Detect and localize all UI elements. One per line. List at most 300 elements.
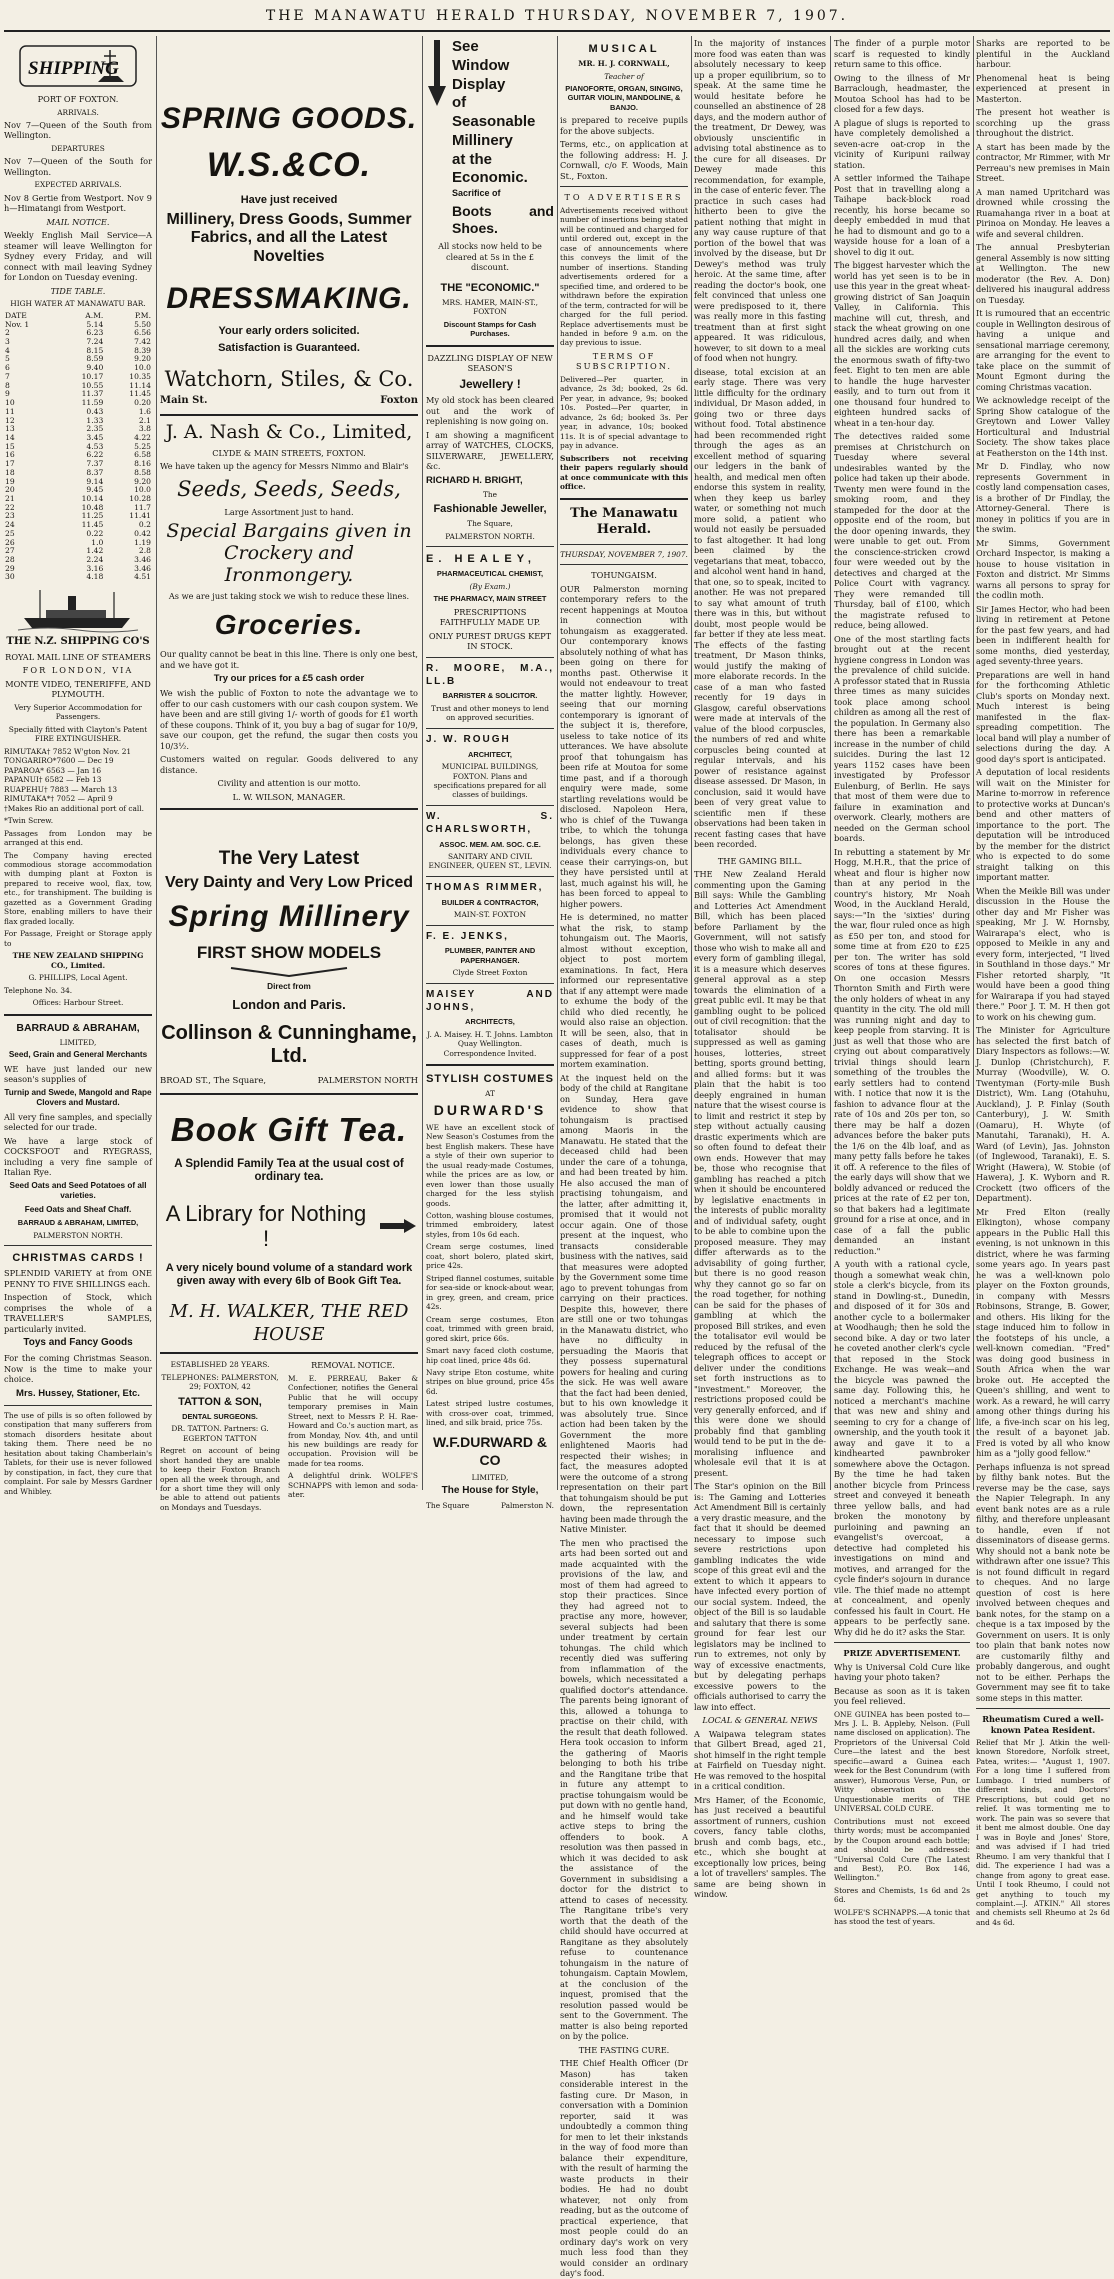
see-window-line: Millinery: [452, 131, 513, 149]
see-window-line: of: [452, 94, 467, 112]
departures-text: Nov 7—Queen of the South for Wellington.: [4, 156, 152, 177]
column-news: [834, 38, 970, 1927]
tide-cell: 8.15: [86, 345, 104, 355]
ws-orders: Your early orders solicited.: [218, 324, 360, 337]
herald-title: The Manawatu Herald.: [570, 505, 678, 538]
tide-cell: 8: [5, 380, 10, 390]
tide-cell: 11.45: [129, 389, 151, 399]
column-divider: [156, 36, 157, 1490]
business-card-name: F. E. JENKS,: [426, 930, 509, 942]
musical-teacher-name: MR. H. J. CORNWALL,: [578, 59, 670, 69]
business-card-name: MAISEY AND JOHNS,: [426, 988, 554, 1013]
professional-cards: [426, 657, 554, 1059]
business-card-name: R. MOORE, M.A., LL.B: [426, 662, 554, 687]
tide-row: [4, 321, 152, 330]
barraud-title: BARRAUD & ABRAHAM,: [16, 1021, 140, 1034]
tide-cell: 10.14: [81, 493, 104, 503]
walker-red-house: M. H. WALKER, THE RED HOUSE: [169, 1301, 409, 1346]
tide-cell: 10.48: [81, 502, 104, 512]
barraud-oats: Seed Oats and Seed Potatoes of all varieties.: [9, 1180, 147, 1201]
tide-cell: 5.50: [134, 319, 151, 329]
see-window-line: Window: [452, 56, 510, 74]
durward-town: Palmerston N.: [501, 1500, 554, 1510]
business-card: [426, 925, 554, 978]
column-herald: [560, 38, 688, 2279]
business-card-body: Clyde Street Foxton: [452, 968, 528, 978]
column-divider: [973, 36, 974, 1490]
tide-cell: 11: [5, 406, 15, 416]
column-shipping: [4, 38, 152, 1496]
jewellery-intro: DAZZLING DISPLAY OF NEW SEASON'S: [427, 352, 553, 374]
tide-row: [4, 539, 152, 548]
news-item: Preparations are well in hand for the forthcoming Athletic Club's sports on Monday next. Much interest is being manifested in the flax-spreading competition. The local band will play a number of selections during the day. A good day's sport is anticipated.: [976, 669, 1110, 764]
business-card: [426, 983, 554, 1058]
durward-at: AT: [485, 1089, 495, 1099]
durward-stylish: STYLISH COSTUMES: [426, 1073, 554, 1086]
christmas-title: CHRISTMAS CARDS !: [12, 1252, 144, 1265]
tide-cell: 11.25: [81, 511, 104, 521]
advertisers-body: Advertisements received without number of insertions being stated will be continued and charged for until ordered out, except in the case of announcements where this conveys the limit of the number of insertions. Standing advertisements ordered for a specified time, and ordered to be withdrawn before the expiration of the term, contracted for will be charged for the full period. Replace advertisements must be handed in before 9 a.m. on the day previous to issue.: [560, 205, 688, 348]
tide-row: [4, 521, 152, 530]
clearance-text: All stocks now held to be cleared at 5s in the £ discount.: [438, 241, 542, 273]
business-card-name: J. W. ROUGH: [426, 733, 511, 745]
business-card: [426, 876, 554, 920]
business-card-title: BUILDER & CONTRACTOR,: [441, 897, 539, 907]
removal-heading: REMOVAL NOTICE.: [311, 1360, 395, 1371]
tide-row: [4, 530, 152, 539]
ws-satisfaction: Satisfaction is Guaranteed.: [218, 341, 360, 354]
tide-cell: 0.43: [86, 406, 104, 416]
discount-stamps: Discount Stamps for Cash Purchases.: [443, 319, 537, 339]
news-item: Mr Simms, Government Orchard Inspector, is making a house to house visitation in Foxton and district. Mr Simms warns all persons to spray for the codlin moth.: [976, 537, 1110, 600]
tide-cell: 8.59: [86, 354, 104, 364]
book-gift-tea-heading: Book Gift Tea.: [170, 1111, 408, 1149]
sailing-row: PAPANUI† 6582 — Feb 13: [4, 775, 102, 785]
barraud-oats2: Feed Oats and Sheaf Chaff.: [24, 1204, 132, 1214]
subscribers-notice: Subscribers not receiving their papers regularly should at once communicate with this office.: [560, 453, 688, 492]
nzshipping-office: Offices: Harbour Street.: [32, 998, 124, 1008]
hussey-heading: Mrs. Hussey, Stationer, Etc.: [16, 1387, 140, 1399]
tide-cell: 5.14: [86, 319, 104, 329]
tide-cell: 0.22: [86, 528, 104, 538]
tide-cell: 20: [5, 485, 15, 495]
nzshipping-company: THE NEW ZEALAND SHIPPING CO., Limited.: [12, 951, 144, 970]
tide-cell: 23: [5, 511, 15, 521]
durward-item: Cotton, washing blouse costumes, trimmed embroidery, latest styles, from 10s 6d each.: [426, 1210, 554, 1239]
spring-goods-heading: SPRING GOODS.: [160, 102, 418, 135]
sailing-row: RIMUTAKA† 7852 W'gton Nov. 21: [4, 746, 132, 756]
sailing-row: TONGARIRO*7600 — Dec 19: [4, 756, 114, 766]
news-item: One of the most startling facts brought out at the recent hygiene congress in London was the prevalence of child suicide. A professor stated that in Russia three times as many suicides took place among school children as among all the rest of the population. In Germany also there has been a remarkable increase in the number of child suicides. During the last 12 years 1152 cases have been investigated by Professor Eulenburg, of Berlin. He says that most of them were due to failure in examination and overwork. Clearly, mothers are needed on the German school boards.: [834, 633, 970, 843]
sailing-row: PAPAROA* 6563 — Jan 16: [4, 765, 102, 775]
subscription-body: Delivered—Per quarter, in advance, 2s 3d; booked, 2s 6d. Per year, in advance, 9s; booked 10s. Posted—Per quarter, in advance, 2s 6d; booked 3s. Per year, in advance, 10s; booked 11s. It is of special advantage to pay in advance.: [560, 374, 688, 451]
durward-item: Navy stripe Eton costume, white stripes on blue ground, price 45s 6d.: [426, 1368, 554, 1396]
tide-col-header: DATE: [5, 310, 27, 320]
musical-instruments: PIANOFORTE, ORGAN, SINGING, GUITAR VIOLIN, MANDOLINE, & BANJO.: [565, 84, 683, 112]
news-item: We acknowledge receipt of the Spring Show catalogue of the Greytown and Lower Valley Horticultural and Industrial Society. The show takes place at Featherston on the 14th inst.: [976, 395, 1110, 458]
shipping-banner-illustration: [18, 42, 138, 90]
library-line: [160, 1201, 418, 1252]
rheumo-body: Relief that Mr J. Atkin the well-known Storedore, Norfolk street, Patea, writes:— "August 1, 1907. For a long time I suffered from Lumbago. I tried numbers of different kinds, and Doctors' Prescriptions, but could get no relief. It was tormenting me to work. The pain was so severe that it bent me almost double. One day I was in Boyle and Jones' Store, and was advised if I had tried Rheumo. I am very thankful that I did. The experience I had was a change from agony to great ease. Until I took Rheumo, I could not get anything to touch my complaint.—J. ATKIN." All stores and chemists sell Rheumo at 2s 6d and 4s 6d.: [976, 1738, 1110, 1927]
tide-cell: 11.45: [81, 520, 104, 530]
barraud-body3: We have a large stock of COCKSFOOT and RYEGRASS, including a very fine sample of Italian Rye.: [4, 1135, 152, 1178]
tatton-body: Regret on account of being short handed they are unable to keep their Foxton Branch open all the week through, and for a short time they will only be able to attend out patients on Mondays and Tuesdays.: [160, 1446, 280, 1512]
tide-cell: 7: [5, 371, 10, 381]
barraud-body: WE have just landed our new season's supplies of: [4, 1063, 152, 1085]
schedule-note: *Twin Screw.: [4, 816, 54, 826]
nash-address: CLYDE & MAIN STREETS, FOXTON.: [212, 447, 366, 458]
tide-cell: 3.8: [138, 424, 151, 434]
nzshipping-line2: FOR LONDON, VIA: [22, 665, 134, 676]
nzshipping-body: The Company having erected commodious storage accommodation with dumping plant at Foxton is prepared to receive wool, flax, tow, etc., for transhipment. The building is gazetted as a Government Grading Store, enabling millers to have their flax graded locally.: [4, 850, 152, 926]
prize-heading: PRIZE ADVERTISEMENT.: [843, 1648, 961, 1658]
business-card-title: ARCHITECTS,: [465, 1017, 515, 1027]
tide-cell: 3.46: [134, 563, 151, 573]
tide-row: [4, 417, 152, 426]
business-card-title: ARCHITECT,: [468, 749, 512, 759]
tide-cell: 8.58: [134, 467, 151, 477]
news-item: Sir James Hector, who had been living in retirement at Petone for the past few years, and had been in indifferent health for some months, died yesterday, aged seventy-three years.: [976, 603, 1110, 666]
shipping-banner-text: SHIPPING: [28, 58, 119, 79]
tide-row: [4, 556, 152, 565]
gaming-heading: THE GAMING BILL.: [717, 855, 803, 866]
durward-house: The House for Style,: [441, 1485, 539, 1497]
business-card-body: MAIN-ST. FOXTON: [453, 910, 527, 920]
tide-cell: 11.41: [129, 511, 151, 521]
prize-answer: Because as soon as it is taken you feel relieved.: [834, 1685, 970, 1706]
bottom-ads: [160, 1360, 418, 1515]
subscription-heading: TERMS OF SUBSCRIPTION.: [576, 350, 672, 372]
column-editorial: [694, 38, 826, 1899]
news-item: When the Meikle Bill was under discussion in the House the other day and Mr Fisher was speaking, Mr J. W. Hornsby, Wairarapa's elect, who is opposed to Meikle in any and every form, interjected, "I lived in Southland in those days." Mr Fisher retorted sharply, "It would have been a good thing for Wairarapa if you had stayed there." Poor J. T. M. H then got to work on his chewing gum.: [976, 885, 1110, 1022]
durward-address: [426, 1501, 554, 1510]
tide-cell: 4.22: [134, 432, 151, 442]
tide-row: [4, 434, 152, 443]
tide-cell: 6.56: [134, 328, 151, 338]
see-window-line: See: [452, 38, 479, 55]
library-heading: A Library for Nothing !: [165, 1201, 367, 1252]
business-card-body: SANITARY AND CIVIL ENGINEER, QUEEN ST., LEVIN.: [428, 851, 552, 871]
wolfe-tonic: WOLFE'S SCHNAPPS.—A tonic that has stood the test of years.: [834, 1907, 970, 1927]
tide-cell: 6.22: [86, 450, 104, 460]
arrivals-heading: ARRIVALS.: [57, 107, 99, 117]
news-item: Sharks are reported to be plentiful in the Auckland harbour.: [976, 38, 1110, 69]
tide-cell: 6: [5, 363, 10, 373]
tohungaism-p3: At the inquest held on the body of the child at Rangitane on Sunday, Hera gave evidence to show that tohungaism is practised among Maoris in the Manawatu. He stated that the deceased child had been under the care of a tohunga, and had been treated by him. He also accused the man of practising tohungaism, and the latter, after admitting it, promised that it would not occur again. One of those present at the inquest, who transacts considerable business with the natives, said that measures were adopted by the Government some time ago to prevent tohungas from carrying on their practices. Despite this, however, there are still one or two tohungas in the Manawatu district, who have no difficulty in persuading the Maoris that they possess supernatural powers for healing and curing the sick. He was well aware that the fact had been denied, but to his own knowledge it was absolutely true. Since action had been taken by the Government the more enlightened Maoris had respected their wishes; in fact, the measures adopted were the outcome of a strong representation on their part that tohungaism should be put down, the representation having been made through the Native Minister.: [560, 1072, 688, 1535]
arrivals-text: Nov 7—Queen of the South from Wellington.: [4, 119, 152, 141]
tide-col-header: P.M.: [134, 310, 151, 320]
nash-coupon-text: We wish the public of Foxton to note the advantage we to offer to our cash customers with our cash coupon system. We have been and are still giving 1/- worth of goods for £1 worth of these coupons. Think of it, you buy a bag of sugar for 10/9, save our coupon, get the refund, the sugar then costs you 10/3½.: [160, 688, 418, 751]
news-item: A start has been made by the contractor, Mr Rimmer, with Mr Perreau's new premises in Main Street.: [976, 141, 1110, 183]
tide-cell: 25: [5, 528, 15, 538]
column-advertisements: [160, 38, 418, 1512]
tide-cell: 9: [5, 389, 10, 399]
barraud-sign: BARRAUD & ABRAHAM, LIMITED,: [17, 1218, 139, 1228]
news-item: In rebutting a statement by Mr Hogg, M.H.R., that the price of wheat and flour is higher now than at any period in the country's history, Mr Noah Wood, in the Auckland Herald, says:—"In the 'sixties' during the war, flour ruled once as high as £50 per ton, and stood for some time at from £20 to £25 per ton. The writer has sold scores of tons at these figures. On one occasion Messrs Thornton Smith and Firth were the only holders of wheat in any quantity in the city. The old mill was running night and day to keep people from starving. It is just as well that those who are crying out about comparatively trivial things should learn something of the troubles the early settlers had to contend with. I notice that now it is the fashion to advance flour at the rate of 10s and 20s per ton, so there may be half a dozen advances before the baker puts the 1/6 on the 4lb loaf, and as many petty falls before he takes it off. A reference to the files of the early days will show that we boldly advanced or reduced the prices at the rate of £2 per ton, so that bakers had a legitimate ground for a rise at once, and in case of a fall the public demanded an instant reduction.": [834, 846, 970, 1256]
tide-row: [4, 355, 152, 364]
tide-cell: 0.20: [134, 398, 151, 408]
news-item: The Minister for Agriculture has selected the first batch of Diary Inspectors as follows:—W. J. Dunlop (Christchurch), F. Murray (Woodville), W. O. Twentyman (Forty-mile Bush District), Wm. Lang (Otahuhu, Auckland), J. P. Finlay (South Canterbury), J. W. Smith (Oamaru), H. Whyte (of Manutahi, Taranaki), H. A. Ward (of Levin), Jas. Johnston (of Inglewood, Taranaki), E. S. Wright (Hawera), W. Stobie (of Hawera), J. K. Wyborn and R. Crockett (two officers of the Department).: [976, 1025, 1110, 1203]
fasting-p2: In the majority of instances more food was eaten than was absolutely necessary to keep up a proper equilibrium, so to speak. At the same time he would hesitate before he counselled an abstinence of 28 days, and the modern author of the treatment, Dr Dewey, was obviously unscientific in advising total abstinence as to the cure for all diseases. Dr Dewey made this recommendation, for example, in the case of enteric fever. The practice in such cases had hitherto been to give the patient nothing that might in any way cause rupture of that portion of the bowel that was involved by the disease, but Dr Dewey's method was truly heroic. At the same time, after reading the doctor's book, one felt convinced that unless one were predisposed to it, there was really more in this fasting treatment than at first sight appeared. It was ridiculous, however, to sit down to a meal of food when not hungry.: [694, 38, 826, 363]
column-divider: [422, 36, 423, 1490]
durward-item: Smart navy faced cloth costume, hip coat lined, price 48s 6d.: [426, 1346, 554, 1365]
tide-col-header: A.M.: [85, 310, 104, 320]
durward-ltd: LIMITED,: [471, 1472, 509, 1482]
tide-cell: 2.24: [86, 555, 104, 564]
tide-cell: 26: [5, 537, 15, 547]
watchorn-firm: Watchorn, Stiles, & Co.: [164, 367, 414, 392]
nash-country: Customers waited on regular. Goods delivered to any distance.: [160, 754, 418, 775]
collinson-dainty: Very Dainty and Very Low Priced: [164, 874, 414, 892]
herald-date: THURSDAY, NOVEMBER 7, 1907.: [560, 549, 688, 559]
nzshipping-line4: Very Superior Accommodation for Passengers.: [14, 702, 142, 722]
tide-cell: 10.35: [129, 371, 151, 381]
barraud-place: PALMERSTON NORTH.: [33, 1230, 123, 1240]
durward-body: WE have an excellent stock of New Season's Costumes from the best English makers. These have a style of their own superior to the usual ready-made Costumes, while the prices are as low, or even lower than those usually charged for the less stylish goods.: [426, 1122, 554, 1208]
sailing-schedule: [4, 747, 152, 804]
column-economic: [426, 38, 554, 1510]
durward-item: Cream serge costumes, lined coat, short bolero, plated skirt, price 42s.: [426, 1242, 554, 1271]
toys-body: For the coming Christmas Season. Now is the time to make your choice.: [4, 1353, 152, 1385]
tide-cell: 2.8: [138, 546, 151, 556]
masthead: THE MANAWATU HERALD THURSDAY, NOVEMBER 7, 1907.: [265, 8, 849, 24]
tide-cell: 3.16: [86, 563, 104, 573]
fasting-p3: disease, total excision at an early stage. There was very little difficulty for the ordinary individual, Dr Mason added, in going two or three days without food. Total abstinence had been recommended right through the ages as an excellent method of squaring our ledgers in the bank of health, and medical men often endorse this system in reality, when they keep us barley water, or something not much more solid, a patient who would not easily be persuaded to fast altogether. It had long been claimed by the vegetarians that meat, tobacco, and alcohol went hand in hand, that one, so to speak, incited to another. He was not prepared to say what amount of truth there was in this, but without doubt, most people would be far better if they ate less meat. The effects of the fasting treatment, Dr Mason thinks, would justify the making of more elaborate records. In the case of a man who fasted recently for 19 days in Glasgow, careful observations were made at intervals of the value of the blood corpuscles, the numbers of red and white corpuscles being counted at regular intervals, and his power of resistance against disease assessed. Dr Mason, in conclusion, said it would have been of very great value to scientific men if these observations had been taken in recent fasting cases that have been recorded.: [694, 366, 826, 849]
tide-cell: 8.16: [134, 459, 151, 469]
ws-address: [160, 395, 418, 408]
business-card-name: THOMAS RIMMER,: [426, 881, 544, 893]
collinson-town: PALMERSTON NORTH: [317, 1076, 418, 1087]
nzshipping-title: THE N.Z. SHIPPING CO'S: [6, 636, 150, 648]
news-item: A settler informed the Taihape Post that in travelling along a Taihape back-block road recently, his horse became so deeply embedded in mud that he had to dismount and go to a wayside house for a loan of a shovel to dig it out.: [834, 173, 970, 257]
ws-main-street: Main St.: [160, 395, 208, 407]
tide-cell: 18: [5, 467, 15, 477]
nash-civility: Civility and attention is our motto.: [217, 778, 361, 789]
barraud-ltd: LIMITED,: [59, 1037, 97, 1047]
tide-row: [4, 451, 152, 460]
prize-price: Stores and Chemists, 1s 6d and 2s 6d.: [834, 1885, 970, 1905]
jewellery-heading: Jewellery !: [459, 376, 521, 391]
local-news-item: A Waipawa telegram states that Gilbert Bread, aged 21, shot himself in the right temple at Fairfield on Tuesday night. He was removed to the hospital in a critical condition.: [694, 1728, 826, 1791]
bright-firm: RICHARD H. BRIGHT,: [426, 474, 523, 486]
tide-cell: 10.0: [134, 363, 151, 373]
news-item: A plague of slugs is reported to have completely demolished a seven-acre oat-crop in the vicinity of Kuripuni railway station.: [834, 117, 970, 170]
jewellery-body: My old stock has been cleared out and the work of replenishing is now going on.: [426, 395, 554, 427]
tide-cell: 11.37: [81, 389, 104, 399]
departures-heading: DEPARTURES: [51, 143, 105, 153]
toys-heading: Toys and Fancy Goods: [23, 1337, 133, 1349]
collinson-latest: The Very Latest: [218, 848, 360, 870]
news-item: A man named Upritchard was drowned while crossing the Ruamahanga river in a boat at Pirinoa on Monday. He leaves a wife and several children.: [976, 186, 1110, 239]
sailing-row: RUAPEHU† 7883 — March 13: [4, 784, 118, 794]
news-item: The finder of a purple motor scarf is requested to kindly return same to this office.: [834, 38, 970, 69]
business-card-body: J. A. Maisey. H. T. Johns. Lambton Quay Wellington. Correspondence Invited.: [427, 1029, 553, 1058]
nzshipping-line3: MONTE VIDEO, TENERIFFE, AND PLYMOUTH.: [5, 678, 151, 700]
tide-cell: 13: [5, 424, 15, 434]
tide-cell: 4.18: [86, 572, 104, 582]
tide-table: [4, 312, 152, 582]
barraud-sub: Seed, Grain and General Merchants: [8, 1050, 148, 1060]
tatton-telephones: TELEPHONES: PALMERSTON, 29; FOXTON, 42: [161, 1372, 279, 1392]
musical-heading: MUSICAL: [588, 43, 660, 55]
fasting-p1: THE Chief Health Officer (Dr Mason) has taken considerable interest in the fasting cure. Dr Mason, in conversation with a Dominion reporter, said it was undoubtedly a common thing for men to let their inkstands in the way of food more than balance their expenditure, with the result of harming the waste products in their bodies. He had no doubt whatever, not only from reading, but as the outcome of practical experience, that most people could do an ordinary day's work on very much less food than they would consider an ordinary day's food.: [560, 2058, 688, 2279]
tide-cell: Nov. 1: [5, 319, 30, 329]
tide-heading: TIDE TABLE.: [50, 285, 106, 296]
removal-ad: [288, 1360, 418, 1515]
nash-title: J. A. Nash & Co., Limited,: [165, 420, 413, 443]
tide-cell: 27: [5, 546, 15, 556]
nash-reduce: As we are just taking stock we wish to reduce these lines.: [168, 590, 410, 601]
tide-row: [4, 495, 152, 504]
gaming-p1: THE New Zealand Herald commenting upon the Gaming Bill says: While the Gambling and Lotteries Act Amendment Bill, which has been placed before Parliament by the Government, will not satisfy those who wish to make all and every form of gambling illegal, it is a measure which deserves general approval as a step towards the elimination of a great public evil. It may be that gambling ought to be policed out of civil recognition: that the totalisator should be suppressed as well as gaming houses, lotteries, street betting, sports ground betting, and allied forms: but it was plain that the habit is too deeply engrained in human nature that the wisest course is to limit and restrict it step by step without actually causing drastic experiments which are so often found to defeat their own ends. However that may be, those who recognise that gambling has reached a pitch when it should be encountered by legislative enactments in the interests of public morality and of individual safety, ought to be able to combine upon the proposed measure. They may differ afterwards as to the advisability of going further, but there is no good reason why they cannot go so far on the road together, for nothing can be said for the phases of gambling at which the proposed Bill strikes, and even the totalisator evil would be reduced by the refusal of the telegraph offices to accept or deliver under the conditions set forth instructions as to "investment." Moreover, the restrictions proposed could be very generally enforced, and if this were done we should probably find that gambling would tend to be put in the de-moralising influence and wholesale evil that it is at present.: [694, 869, 826, 1478]
see-window-line: Seasonable: [452, 113, 536, 130]
christmas-body2: Inspection of Stock, which comprises the whole of a TRAVELLER'S SAMPLES, particularly invited.: [4, 1292, 152, 1334]
tide-row: [4, 478, 152, 487]
collinson-street: BROAD ST., The Square,: [160, 1076, 267, 1087]
tide-cell: 6.23: [86, 328, 104, 338]
tide-row: [4, 565, 152, 574]
tatton-partners: DR. TATTON. Partners: G. EGERTON TATTON: [171, 1424, 269, 1443]
tide-cell: 2.35: [86, 424, 104, 434]
nzshipping-telephone: Telephone No. 34.: [4, 985, 73, 995]
news-item: A youth with a rational cycle, though a somewhat weak chin, stole a clerk's bicycle, from its stand in Dowling-st., Dunedin, and disposed of it for 30s and another cycle to a boilermaker at Woodhaugh; then he sold the second bike. A day or two later he coveted another clerk's cycle that reposed in the Stock Exchange. He was weak—and the bicycle was pawned the same day. Following this, he noticed a merchant's machine that was new and shiny and seeming to cry for a change of ownership, and the youth took it away and gave it to a kindhearted pawnbroker somewhere above the Octagon. By the time he had taken another bicycle from Princess street and conveyed it beneath three yellow balls, and had broken the monotony by purloining and pawning an evangelist's overcoat, a detective had completed his investigations on mind and motives, and arranged for the cycle finder's sojourn in durance vile. The thief made no attempt at concealment, and openly confessed his fault in Court. He appears to be perfectly sane. Why did he do it? asks the Star.: [834, 1259, 970, 1637]
news-item: Perhaps influenza is not spread by filthy bank notes. But the reverse may be the case, says the Napier Telegraph. In any event bank notes are as a rule filthy, and therefore unpleasant to handle, even if not disseminators of disease germs. Why should not a bank note be withdrawn after one issue? This is not found difficult in regard to cheques. And no large question of cost is here involved between cheques and bank notes, for the stamp on a cheque is a tax imposed by the Government on users. It is only too plain that bank notes now are customarily filthy and probably dangerous, and ought not to be either. Perhaps the Government may see fit to take some steps in this matter.: [976, 1461, 1110, 1703]
tide-cell: 9.20: [134, 354, 151, 364]
tide-cell: 29: [5, 563, 15, 573]
economic-heading: THE "ECONOMIC.": [440, 281, 540, 294]
tide-cell: 1.6: [138, 406, 151, 416]
column-divider: [691, 36, 692, 1490]
healey-name: E. HEALEY,: [426, 553, 536, 566]
tohungaism-p1: OUR Palmerston morning contemporary refers to the recent happenings at Moutoa in connection with tohungaism as exaggerated. Our contemporary knows absolutely nothing of what has been going on there for months past. Otherwise it would not endeavour to treat the matter lightly. However, seeing that our morning contemporary is ignorant of the subject it is, therefore, useless to take notice of its utterances. We have absolute proof that tohungaism has been rife at Moutoa for some time past, and if a thorough enquiry were made, some startling revelations would be disclosed. Napoleon Hera, who is chief of the Tuwanga tribe, to which the tohunga belongs, has given these individuals every chance to cease their carryings-on, but they have persisted until at last, much against his will, he has been forced to appeal to higher powers.: [560, 583, 688, 909]
tohungaism-p4: The men who practised the arts had been sorted out and made acquainted with the provisions of the law, and most of them had agreed to stop their practices. Since they had agreed not to practise any more, however, several subjects had been under treatment by certain tohungas. The child which recently died was suffering from inflammation of the bowels, which necessitated a qualified doctor's attendance. The parents being ignorant of this, allowed a tohunga to practise on their child, with the result that death followed. Hera took occasion to inform the gathering of Maoris belonging to both his tribe and the Rangitane tribe that in future any attempt to practise tohungaism would be put down with no gentle hand, and he himself would take active steps to bring the offenders to book. A resolution was then passed in which it was decided to ask the assistance of the Government in subsidising a doctor for the district to attend to cases of necessity. The Rangitane tribe's very worth that the death of the child should have occurred at Rangitane as they absolutely refuse to countenance tohungaism in the nature of tohungaism. Captain Mowlem, at the conclusion of the inquest, promised that the resolution passed would be sent to the Government. The matter is also being reported on by the police.: [560, 1537, 688, 2042]
tide-cell: 28: [5, 555, 15, 564]
tide-row: [4, 425, 152, 434]
collinson-direct: Direct from: [267, 982, 311, 992]
news-item: Mr Fred Elton (really Elkington), whose company appears in the Public Hall this evening, is not unknown in this district, where he was farming some years ago. In years past he was a well-known polo player on the Foxton grounds, in company with Messrs Robinsons, Strange, B. Gower, and others. His liking for the stage induced him to follow in the footsteps of his uncle, a well-known comedian. "Fred" was doing good business in South Africa when the war broke out. He accepted the Queen's shilling, and went to work. As a reward, he will carry among other things during his life, a five-inch scar on his leg, the result of a bayonet jab. Fred is voted by all who know him as a "jolly good fellow.": [976, 1206, 1110, 1458]
fasting-heading: THE FASTING CURE.: [578, 2044, 670, 2055]
tide-cell: 11.14: [129, 380, 151, 390]
nash-manager: L. W. WILSON, MANAGER.: [232, 791, 346, 802]
durward-name: DURWARD'S: [433, 1101, 547, 1118]
mail-text: Weekly English Mail Service—A steamer will leave Wellington for Sydney every Friday, and will connect with mail leaving Sydney for London on Tuesday evening.: [4, 230, 152, 283]
rheumo-heading: Rheumatism Cured a well-known Patea Resident.: [982, 1714, 1104, 1735]
business-card-title: ASSOC. MEM. AM. SOC. C.E.: [439, 839, 541, 849]
tide-cell: 3: [5, 337, 10, 347]
nash-try-prices: Try our prices for a £5 cash order: [213, 673, 365, 685]
tide-row: [4, 512, 152, 521]
bright-the: The: [482, 489, 498, 499]
tide-cell: 1.42: [86, 546, 104, 556]
tide-cell: 10: [5, 398, 15, 408]
removal-wolfe: A delightful drink. WOLFE'S SCHNAPPS with lemon and soda-ater.: [288, 1471, 418, 1500]
tide-row: [4, 408, 152, 417]
tide-cell: 19: [5, 476, 15, 486]
masthead-rule: [4, 30, 1110, 32]
prize-body: ONE GUINEA has been posted to—Mrs J. L. B. Appleby, Nelson. (Full name disclosed on application). The Proprietors of the Universal Cold Cure—the latest and the best specific—award a Guinea each week for the Best Conundrum (with answer), Humorous Verse, Pun, or Witty observation on the Unquestionable merits of THE UNIVERSAL COLD CURE.: [834, 1709, 970, 1814]
tide-cell: 1.19: [134, 537, 151, 547]
tide-cell: 3.46: [134, 555, 151, 564]
schedule-note: †Makes Rio an additional port of call.: [4, 803, 144, 813]
tide-cell: 9.20: [134, 476, 151, 486]
tide-cell: 2: [5, 328, 10, 338]
groceries-heading: Groceries.: [214, 609, 364, 641]
nash-seeds: Seeds, Seeds, Seeds,: [177, 476, 401, 501]
tide-cell: 16: [5, 450, 15, 460]
boots-shoes-heading: Boots and Shoes.: [452, 202, 554, 237]
bright-square: The Square,: [467, 519, 513, 529]
tide-cell: 1.33: [86, 415, 104, 425]
news-item: Owing to the illness of Mr Barraclough, headmaster, the Moutoa School has had to be closed for a few days.: [834, 72, 970, 114]
collinson-firm: Collinson & Cunninghame, Ltd.: [161, 1022, 417, 1068]
durward-item: Cream serge costumes, Eton coat, trimmed with green braid, gored skirt, price 66s.: [426, 1314, 554, 1343]
tide-cell: 7.24: [86, 337, 104, 347]
tide-cell: 2.1: [138, 415, 151, 425]
durward-item: Latest striped lustre costumes, with cross-over coat, trimmed, lined, and silk braid, price 75s.: [426, 1399, 554, 1428]
healey-exam: (By Exam.): [469, 581, 511, 591]
christmas-body: SPLENDID VARIETY at from ONE PENNY TO FIVE SHILLINGS each.: [4, 1268, 152, 1289]
tide-cell: 9.45: [86, 485, 104, 495]
tide-cell: 12: [5, 415, 15, 425]
tide-cell: 5: [5, 354, 10, 364]
prize-rules: Contributions must not exceed thirty words; must be accompanied by the Coupon around each bottle; and should be addressed: "Universal Cold Cure (The Latest and Best), P.O. Box 146, Wellington.": [834, 1816, 970, 1883]
see-window-ad: [426, 38, 554, 188]
tide-cell: 10.28: [129, 493, 151, 503]
tohungaism-p2: He is determined, no matter what the risk, to stamp tohungaism out. The Maoris, almost without exception, object to post mortem examinations. In fact, Hera informed our representative that if any attempt were made to exhume the body of the child who died recently, he would also raise an objection. It will be seen, also, that in cases of death, much is suppressed for fear of a post mortem examination.: [560, 912, 688, 1070]
nzshipping-freight: For Passage, Freight or Storage apply to: [4, 929, 152, 948]
removal-body: M. E. PERREAU, Baker & Confectioner, notifies the General Public that he will occupy temporary premises in Main Street, next to Messrs P. H. Rae-Howard and Co.'s auction mart, as from Monday, Nov. 4th, and until his new buildings are ready for occupation. Provision will be made for tea rooms.: [288, 1373, 418, 1468]
news-item: The detectives raided some premises at Christchurch on Tuesday where several undesirables wanted by the police had taken up their abode. Twenty men were found in the smoking room, and they stampeded for the door at the opposite end of the room, but the door opening inwards, they were unable to get out. From the conscience-stricken crowd four were weeded out by the detectives and charged at the Police Court with vagrancy. They were remanded till Thursday, bail of £100, which the magistrate refused to reduce, being allowed.: [834, 431, 970, 630]
tide-row: [4, 469, 152, 478]
spring-millinery-heading: Spring Millinery: [168, 900, 410, 934]
library-volume: A very nicely bound volume of a standard work given away with every 6lb of Book Gift Tea.: [165, 1261, 413, 1287]
ws-town: Foxton: [380, 395, 418, 407]
nzshipping-line5: Specially fitted with Clayton's Patent FIRE EXTINGUISHER.: [8, 724, 148, 744]
tatton-firm: TATTON & SON,: [178, 1395, 262, 1408]
steamship-illustration: [18, 586, 138, 632]
column-divider: [830, 36, 831, 1490]
see-window-line: Economic.: [452, 169, 528, 187]
gaming-p2: The Star's opinion on the Bill is: The Gaming and Lotteries Act Amendment Bill is certainly a very drastic measure, and the fact that it should be deemed necessary to impose such severe restrictions upon gambling indicates the wide scope of this great evil and the extent to which it appears to have infected every portion of our social system. Indeed, the object of the Bill is so laudable and salutary that there is some ground for fear lest our legislators may be inclined to run to extremes, not only by way of excessive enactments, but by delegating perhaps excessive powers to the officials authorised to carry the law into effect.: [694, 1481, 826, 1712]
business-card: [426, 805, 554, 871]
nash-special-bargains: Special Bargains given in Crockery and Ironmongery.: [166, 520, 412, 586]
tide-cell: 17: [5, 459, 15, 469]
tide-cell: 14: [5, 432, 15, 442]
tide-row: [4, 390, 152, 399]
barraud-body2: All very fine samples, and specially selected for our trade.: [4, 1111, 152, 1133]
tide-row: [4, 547, 152, 556]
tide-row: [4, 347, 152, 356]
tide-cell: 8.37: [86, 467, 104, 477]
tide-cell: 7.42: [134, 337, 151, 347]
first-show-models: FIRST SHOW MODELS: [196, 942, 382, 962]
ws-lines: Millinery, Dress Goods, Summer Fabrics, and all the Latest Novelties: [166, 211, 412, 265]
musical-body: is prepared to receive pupils for the above subjects.: [560, 115, 688, 136]
tohungaism-heading: TOHUNGAISM.: [591, 570, 657, 581]
tide-cell: 7.37: [86, 459, 104, 469]
nzshipping-agent: G. PHILLIPS, Local Agent.: [28, 973, 128, 983]
ws-have-received: Have just received: [240, 193, 338, 206]
news-item: The present hot weather is scorching up the grass throughout the district.: [976, 107, 1110, 138]
news-item: It is rumoured that an eccentric couple in Wellington desirous of having a unique and sensational marriage ceremony, are arranging for the event to take place on the summit of Mount Egmont during the coming Christmas vacation.: [976, 308, 1110, 392]
business-card-name: W. S. CHARLSWORTH,: [426, 810, 554, 835]
port-heading: PORT OF FOXTON.: [37, 94, 119, 104]
tatton-dental: DENTAL SURGEONS.: [182, 1411, 258, 1421]
pills-notice: The use of pills is so often followed by constipation that many sufferers from stomach disorders hesitate about taking them. There need be no hesitation about taking Chamberlain's Tablets, for their use is never followed by constipation, in fact, they cure that complaint. For sale by Messrs Gardner and Whibley.: [4, 1410, 152, 1496]
tide-cell: 1.0: [91, 537, 104, 547]
tide-cell: 9.40: [86, 363, 104, 373]
tide-cell: 15: [5, 441, 15, 451]
